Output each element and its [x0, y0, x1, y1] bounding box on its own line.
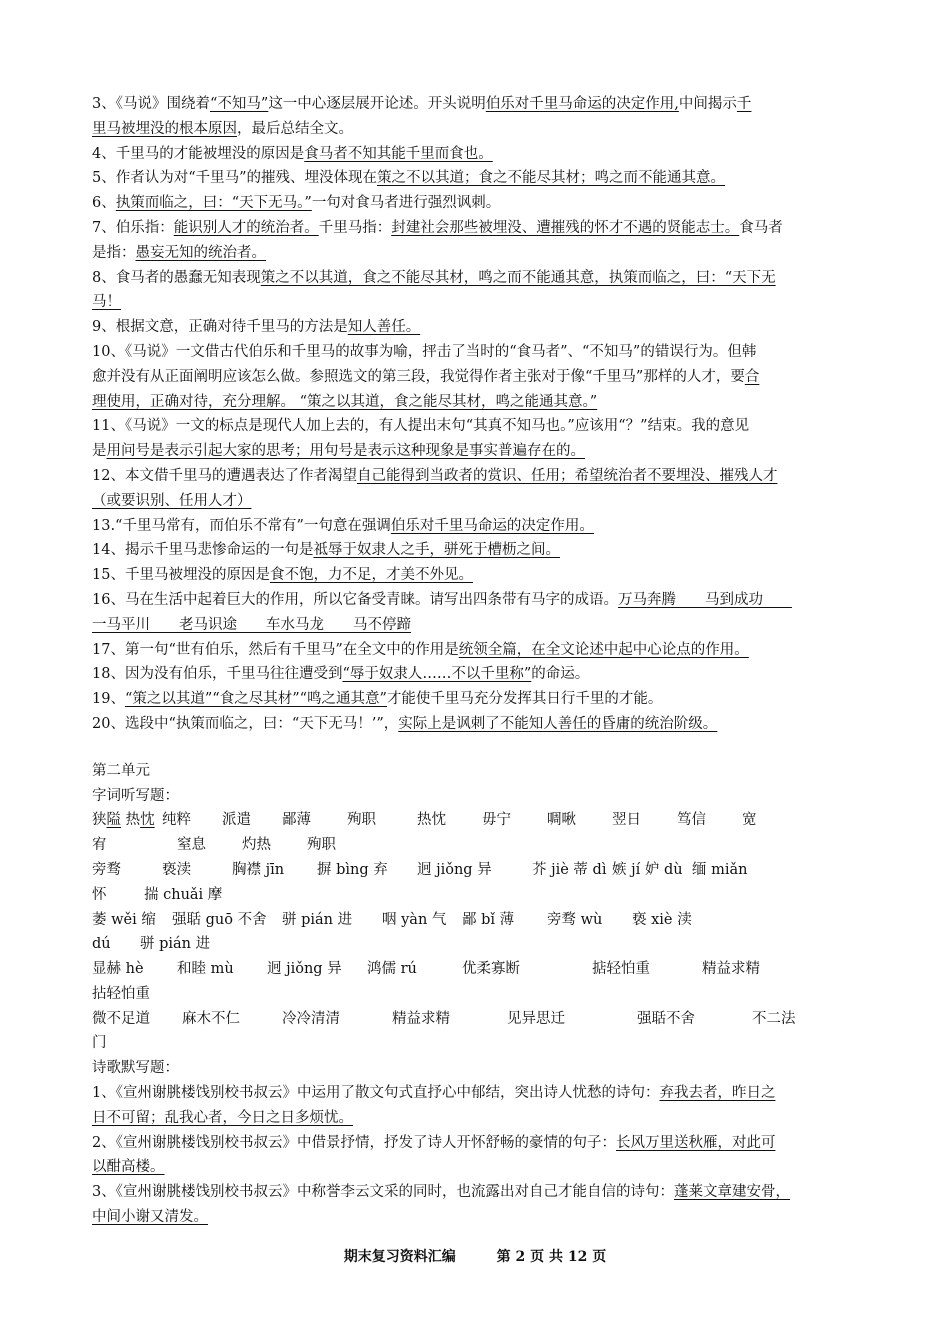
- vocab-word: 灼热: [242, 837, 271, 854]
- vocab-line: [92, 908, 862, 933]
- question-text: 18、因为没有伯乐，千里马往往遭受到: [92, 666, 343, 683]
- question-text: 3、《马说》围绕着: [92, 96, 210, 112]
- question-text: 愈并没有从正面阐明应该怎么做。参照选文的第三段，我觉得作者主张对于像“千里马”那样的人才，要: [92, 368, 745, 385]
- question-text: 19、: [92, 691, 125, 708]
- vocab-word: 亵渎: [162, 861, 191, 878]
- unit1-line: [92, 613, 862, 638]
- answer-text: 伯乐对千里马命运的决定作用。: [390, 517, 594, 534]
- page-number: 第 2 页 共 12 页: [496, 1249, 607, 1265]
- answer-text: 长风万里送秋雁，对此可: [615, 1134, 776, 1151]
- question-text: 2、《宣州谢朓楼饯别校书叔云》中借景抒情，抒发了诗人开怀舒畅的豪情的句子：: [92, 1134, 616, 1151]
- answer-text: （或要识别、任用人才）: [92, 492, 252, 509]
- vocab-word: 嫉 jí 妒 dù: [612, 861, 683, 878]
- unit1-line: [92, 166, 862, 191]
- answer-text: 策之不以其道，食之不能尽其材，鸣之而不能通其意，执策而临之，曰：“天下无: [260, 269, 776, 286]
- poem-line: [92, 1180, 862, 1205]
- vocab-word: 翌日: [612, 812, 641, 829]
- vocab-word: 热忱: [417, 812, 446, 829]
- answer-text: 伯乐对千里马命运的决定作用,: [485, 96, 679, 112]
- vocab-char: 热: [121, 812, 141, 829]
- vocab-line: [92, 957, 862, 982]
- answer-text: 里马被埋没的根本原因: [92, 120, 237, 137]
- unit1-line: [92, 117, 862, 142]
- question-text: 是指：: [92, 244, 136, 261]
- answer-text: “策之以其道”“食之尽其材”“鸣之通其意”: [124, 691, 387, 708]
- answer-text: 日不可留；乱我心者，今日之日多烦忧。: [92, 1109, 353, 1126]
- question-text: 13.“千里马常有，而伯乐不常有”一句意在强调: [92, 517, 391, 534]
- answer-text: 封建社会那些被埋没、遭摧残的怀才不遇的贤能志士。: [391, 219, 740, 236]
- vocab-word: 拈轻怕重: [92, 985, 150, 1002]
- vocab-char: 隘: [106, 812, 121, 829]
- vocab-line: [92, 808, 862, 833]
- question-text: 4、千里马的才能被埋没的原因是: [92, 145, 305, 162]
- vocab-line: [92, 982, 862, 1007]
- unit1-line: [92, 439, 862, 464]
- unit1-line: [92, 662, 862, 687]
- vocab-char: 忱: [140, 812, 155, 829]
- vocab-line: [92, 1031, 862, 1056]
- vocab-word: 萎 wěi 缩: [92, 911, 156, 928]
- question-text: 的命运。: [531, 666, 590, 683]
- vocab-word: 胸襟 jīn: [232, 861, 285, 878]
- question-text: 是: [92, 443, 107, 460]
- question-text: 食马者: [739, 219, 783, 236]
- question-text: 11、《马说》一文的标点是现代人加上去的，有人提出末句“其真不知马也。”应该用“？”结束。我的意见: [92, 418, 750, 435]
- unit1-line: [92, 92, 862, 117]
- answer-text: 一马平川 老马识途 车水马龙 马不停蹄: [92, 616, 411, 633]
- unit1-line: [92, 142, 862, 167]
- answer-text: “不知马”: [209, 96, 269, 112]
- answer-text: 食不饱，力不足，才美不外见。: [269, 567, 473, 584]
- vocab-word: 旁骛: [92, 861, 121, 878]
- vocab-word: 麻木不仁: [182, 1010, 240, 1027]
- answer-text: “辱于奴隶人……不以千里称”: [342, 666, 532, 683]
- vocab-word: 冷冷清清: [282, 1010, 340, 1027]
- answer-text: 中间小谢又清发。: [92, 1209, 208, 1226]
- unit1-line: [92, 315, 862, 340]
- vocab-word: 纯粹: [162, 812, 191, 829]
- section-heading: 第二单元: [92, 762, 150, 779]
- unit1-line: [92, 638, 862, 663]
- question-text: 17、第一句“世有伯乐，然后有千里马”在全文中的作用是: [92, 641, 459, 658]
- unit1-line: [92, 712, 862, 737]
- vocab-word: 优柔寡断: [462, 961, 520, 978]
- vocab-word: 殉职: [307, 837, 336, 854]
- unit1-line: [92, 514, 862, 539]
- vocab-word: 显赫 hè: [92, 961, 144, 978]
- unit1-line: [92, 216, 862, 241]
- unit1-line: [92, 588, 862, 613]
- answer-text: 策之不以其道；食之不能尽其材；鸣之而不能通其意。: [377, 170, 726, 187]
- vocab-word: 鸿儒 rú: [367, 961, 417, 978]
- unit1-line: [92, 538, 862, 563]
- unit1-line: [92, 414, 862, 439]
- vocab-word: 亵 xiè 渎: [632, 911, 692, 928]
- vocab-word: 精益求精: [392, 1010, 450, 1027]
- answer-text: 弃我去者，昨日之: [659, 1085, 776, 1102]
- vocab-word: 见异思迁: [507, 1010, 565, 1027]
- question-text: 14、揭示千里马悲惨命运的一句是: [92, 542, 314, 559]
- answer-text: 祗辱于奴隶人之手，骈死于槽枥之间。: [313, 542, 560, 559]
- unit1-line: [92, 191, 862, 216]
- question-text: 中间揭示: [678, 96, 737, 112]
- vocab-word: 微不足道: [92, 1010, 150, 1027]
- vocab-word: 掂轻怕重: [592, 961, 650, 978]
- vocab-word: 骈 pián 进: [140, 936, 211, 953]
- unit1-line: [92, 340, 862, 365]
- answer-text: 以酣高楼。: [92, 1159, 165, 1176]
- unit1-line: [92, 464, 862, 489]
- question-text: 6、: [92, 195, 116, 212]
- answer-text: 用问号是表示引起大家的思考；用句号是表示这种现象是事实普遍存在的。: [106, 443, 585, 460]
- answer-text: 千: [736, 96, 752, 112]
- question-text: 9、根据文意，正确对待千里马的方法是: [92, 319, 348, 336]
- answer-text: 万马奔腾 马到成功: [617, 591, 792, 608]
- unit1-line: [92, 687, 862, 712]
- question-text: 12、本文借千里马的遭遇表达了作者渴望: [92, 467, 357, 484]
- footer-title: 期末复习资料汇编: [343, 1249, 456, 1265]
- vocab-word: 精益求精: [702, 961, 760, 978]
- vocab-word: 旁骛 wù: [547, 911, 603, 928]
- question-text: 15、千里马被埋没的原因是: [92, 567, 270, 584]
- vocab-word: 鄙薄: [282, 812, 311, 829]
- question-text: 才能使千里马充分发挥其日行千里的才能。: [386, 691, 663, 708]
- vocab-word: 窒息: [177, 837, 206, 854]
- vocab-word: 怀: [92, 886, 107, 903]
- vocab-heading: 字词听写题：: [92, 787, 179, 804]
- vocab-word: 揣 chuǎi 摩: [144, 886, 223, 903]
- vocab-list: [92, 808, 862, 1056]
- document-body: [92, 92, 862, 1230]
- vocab-word: dú: [92, 936, 111, 953]
- vocab-word: 啁啾: [547, 812, 576, 829]
- vocab-word: 鄙 bǐ 薄: [462, 911, 515, 928]
- poem-line: [92, 1106, 862, 1131]
- unit1-line: [92, 489, 862, 514]
- answer-text: 马！: [92, 294, 121, 311]
- answer-text: 实际上是讽刺了不能知人善任的昏庸的统治阶级。: [398, 715, 718, 732]
- poem-heading: 诗歌默写题：: [92, 1060, 179, 1077]
- question-text: 1、《宣州谢朓楼饯别校书叔云》中运用了散文句式直抒心中郁结，突出诗人忧愁的诗句：: [92, 1085, 660, 1102]
- vocab-word: 骈 pián 进: [282, 911, 353, 928]
- question-text: 7、伯乐指：: [92, 219, 174, 236]
- vocab-word: 强聒不舍: [637, 1010, 695, 1027]
- answer-text: 知人善任。: [347, 319, 421, 336]
- question-text: 一句对食马者进行强烈讽刺。: [311, 195, 501, 212]
- vocab-word: [92, 808, 162, 833]
- answer-text: 执策而临之，曰：“天下无马。”: [115, 195, 312, 212]
- question-text: 20、选段中“执策而临之，曰：“天下无马！’”，: [92, 715, 399, 732]
- answer-text: 自己能得到当政者的赏识、任用；希望统治者不要埋没、摧残人才: [356, 467, 778, 484]
- answer-text: 能识别人才的统治者。: [173, 219, 319, 236]
- vocab-word: 缅 miǎn: [692, 861, 748, 878]
- vocab-word: 迥 jiǒng 异: [417, 861, 492, 878]
- poem-line: [92, 1155, 862, 1180]
- unit1-line: [92, 241, 862, 266]
- question-text: 5、作者认为对“千里马”的摧残、埋没体现在: [92, 170, 378, 187]
- unit1-line: [92, 365, 862, 390]
- answer-text: 统领全篇，在全文论述中起中心论点的作用。: [458, 641, 749, 658]
- vocab-line: [92, 858, 862, 883]
- poem-questions: [92, 1081, 862, 1230]
- vocab-word: 殉职: [347, 812, 376, 829]
- question-text: 千里马指：: [318, 219, 392, 236]
- vocab-line: [92, 1007, 862, 1032]
- vocab-line: [92, 833, 862, 858]
- unit1-line: [92, 266, 862, 291]
- vocab-word: 芥 jiè 蒂 dì: [532, 861, 607, 878]
- vocab-word: 和睦 mù: [177, 961, 234, 978]
- vocab-word: 门: [92, 1035, 107, 1052]
- vocab-word: 迥 jiǒng 异: [267, 961, 342, 978]
- page-footer: [0, 1246, 950, 1266]
- poem-line: [92, 1131, 862, 1156]
- answer-text: 蓬莱文章建安骨，: [673, 1184, 790, 1201]
- vocab-word: 毋宁: [482, 812, 511, 829]
- vocab-line: [92, 883, 862, 908]
- vocab-word: 摒 bìng 弃: [317, 861, 388, 878]
- vocab-word: 强聒 guō 不舍: [172, 911, 267, 928]
- vocab-word: 派遣: [222, 812, 251, 829]
- poem-line: [92, 1205, 862, 1230]
- unit1-line: [92, 290, 862, 315]
- question-text: 这一中心逐层展开论述。开头说明: [268, 96, 486, 112]
- answer-text: 愚妄无知的统治者。: [135, 244, 266, 261]
- answer-text: 合: [744, 368, 760, 385]
- answer-text: 食马者不知其能千里而食也。: [304, 145, 493, 162]
- vocab-word: 宽: [742, 812, 757, 829]
- unit-one-answers: [92, 92, 862, 737]
- vocab-word: 咽 yàn 气: [382, 911, 447, 928]
- question-text: ，最后总结全文。: [237, 120, 353, 137]
- vocab-word: 宥: [92, 837, 107, 854]
- question-text: 16、马在生活中起着巨大的作用，所以它备受青睐。请写出四条带有马字的成语。: [92, 591, 618, 608]
- question-text: 8、食马者的愚蠢无知表现: [92, 269, 261, 286]
- vocab-word: 笃信: [677, 812, 706, 829]
- unit1-line: [92, 390, 862, 415]
- question-text: 10、《马说》一文借古代伯乐和千里马的故事为喻，抨击了当时的“食马者”、“不知马”的错误行为。但韩: [92, 343, 757, 360]
- poem-line: [92, 1081, 862, 1106]
- vocab-char: 狭: [92, 812, 107, 829]
- vocab-line: [92, 932, 862, 957]
- answer-text: 理使用，正确对待，充分理解。 “策之以其道，食之能尽其材，鸣之能通其意。”: [92, 393, 598, 410]
- question-text: 3、《宣州谢朓楼饯别校书叔云》中称誉李云文采的同时，也流露出对自己才能自信的诗句：: [92, 1184, 674, 1201]
- unit1-line: [92, 563, 862, 588]
- vocab-word: 不二法: [752, 1010, 796, 1027]
